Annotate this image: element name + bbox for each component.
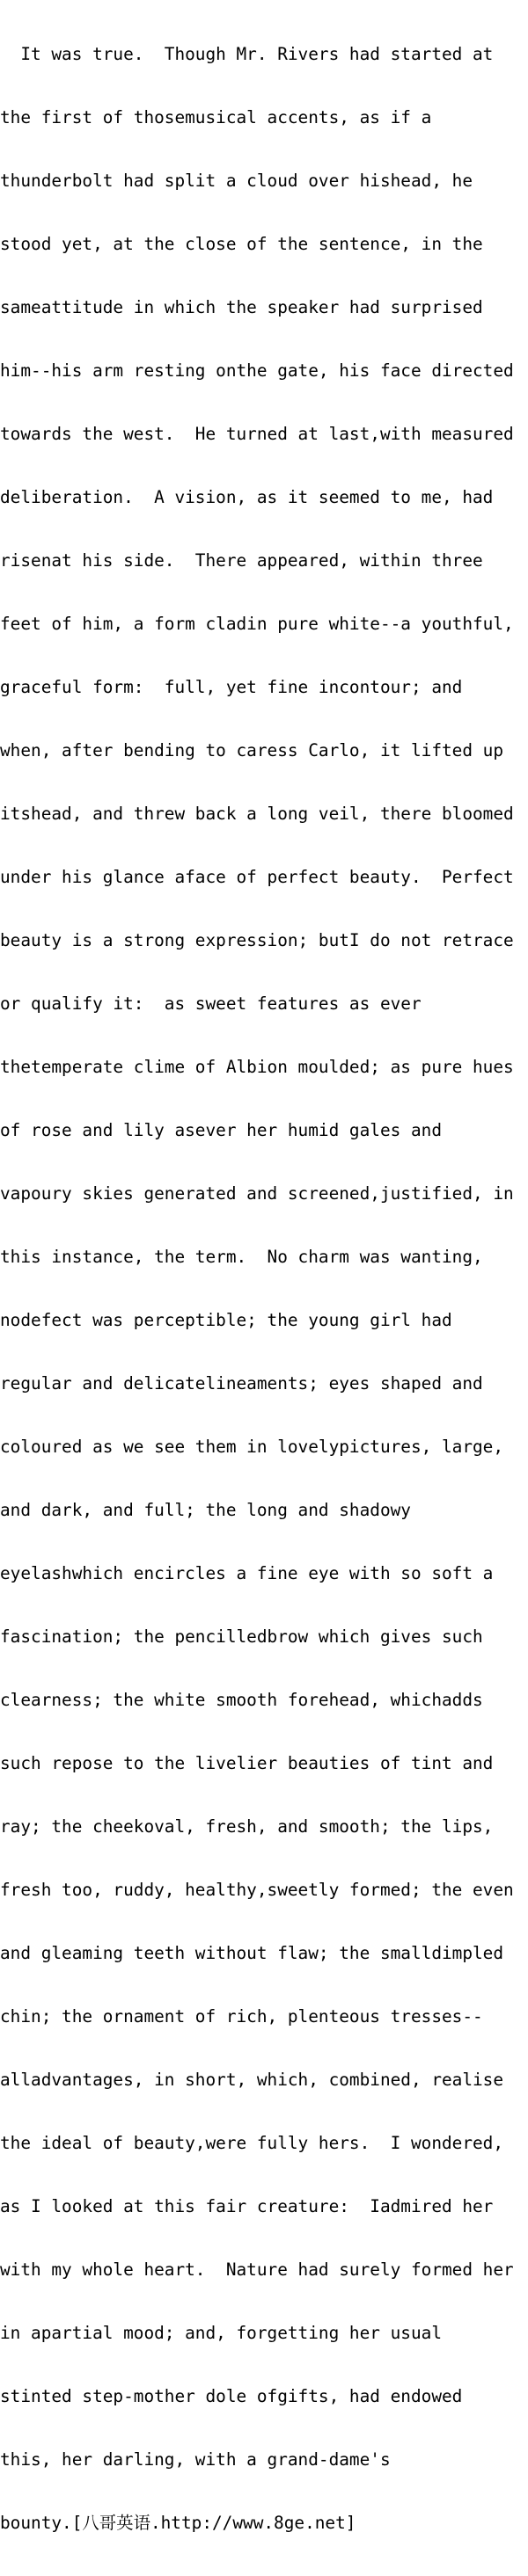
text-line: of rose and lily asever her humid gales and (0, 1120, 442, 1140)
text-line: with my whole heart. Nature had surely formed her (0, 2259, 514, 2280)
text-line: thetemperate clime of Albion moulded; as pure hues (0, 1057, 514, 1077)
text-line: under his glance aface of perfect beauty. Perfect (0, 867, 514, 887)
text-line: him--his arm resting onthe gate, his face directed (0, 360, 514, 381)
text-line: graceful form: full, yet fine incontour; and (0, 677, 463, 697)
text-line: stinted step-mother dole ofgifts, had endowed (0, 2386, 463, 2406)
text-line: stood yet, at the close of the sentence, in the (0, 234, 483, 254)
text-line: this instance, the term. No charm was wanting, (0, 1247, 483, 1267)
text-line: the ideal of beauty,were fully hers. I wondered, (0, 2133, 504, 2153)
text-line: this, her darling, with a grand-dame's (0, 2449, 391, 2470)
text-line: regular and delicatelineaments; eyes shaped and (0, 1373, 483, 1394)
text-line: as I looked at this fair creature: Iadmired her (0, 2196, 494, 2216)
passage-text (0, 2, 528, 2576)
text-line: vapoury skies generated and screened,justified, in (0, 1183, 514, 1204)
text-line: and gleaming teeth without flaw; the smalldimpled (0, 1943, 504, 1963)
text-line: clearness; the white smooth forehead, whichadds (0, 1690, 483, 1710)
text-line: thunderbolt had split a cloud over hishead, he (0, 171, 473, 191)
text-line: risenat his side. There appeared, within three (0, 550, 483, 571)
text-line: ray; the cheekoval, fresh, and smooth; the lips, (0, 1816, 494, 1837)
text-line: beauty is a strong expression; butI do not retrace (0, 930, 514, 950)
text-line: when, after bending to caress Carlo, it lifted up (0, 740, 504, 760)
text-line: the first of thosemusical accents, as if a (0, 107, 432, 127)
text-line: feet of him, a form cladin pure white--a youthful, (0, 614, 514, 634)
text-line: such repose to the livelier beauties of tint and (0, 1753, 494, 1773)
text-line-source-link: bounty.[八哥英语.http://www.8ge.net] (0, 2513, 356, 2533)
text-line: nodefect was perceptible; the young girl had (0, 1310, 452, 1330)
text-line: in apartial mood; and, forgetting her usual (0, 2323, 442, 2343)
text-line: or qualify it: as sweet features as ever (0, 993, 422, 1014)
text-line: and dark, and full; the long and shadowy (0, 1500, 411, 1520)
text-line: coloured as we see them in lovelypictures, large, (0, 1437, 504, 1457)
text-line: sameattitude in which the speaker had surprised (0, 297, 483, 317)
text-line: eyelashwhich encircles a fine eye with so soft a (0, 1563, 494, 1583)
text-line: itshead, and threw back a long veil, there bloomed (0, 804, 514, 824)
text-line: fresh too, ruddy, healthy,sweetly formed; the even (0, 1880, 514, 1900)
text-line: fascination; the pencilledbrow which gives such (0, 1626, 483, 1647)
text-line: towards the west. He turned at last,with measured (0, 424, 514, 444)
text-line: deliberation. A vision, as it seemed to me, had (0, 487, 494, 507)
text-line: alladvantages, in short, which, combined, realise (0, 2070, 504, 2090)
text-line: It was true. Though Mr. Rivers had started at (0, 44, 494, 64)
text-line: chin; the ornament of rich, plenteous tresses-- (0, 2006, 483, 2027)
